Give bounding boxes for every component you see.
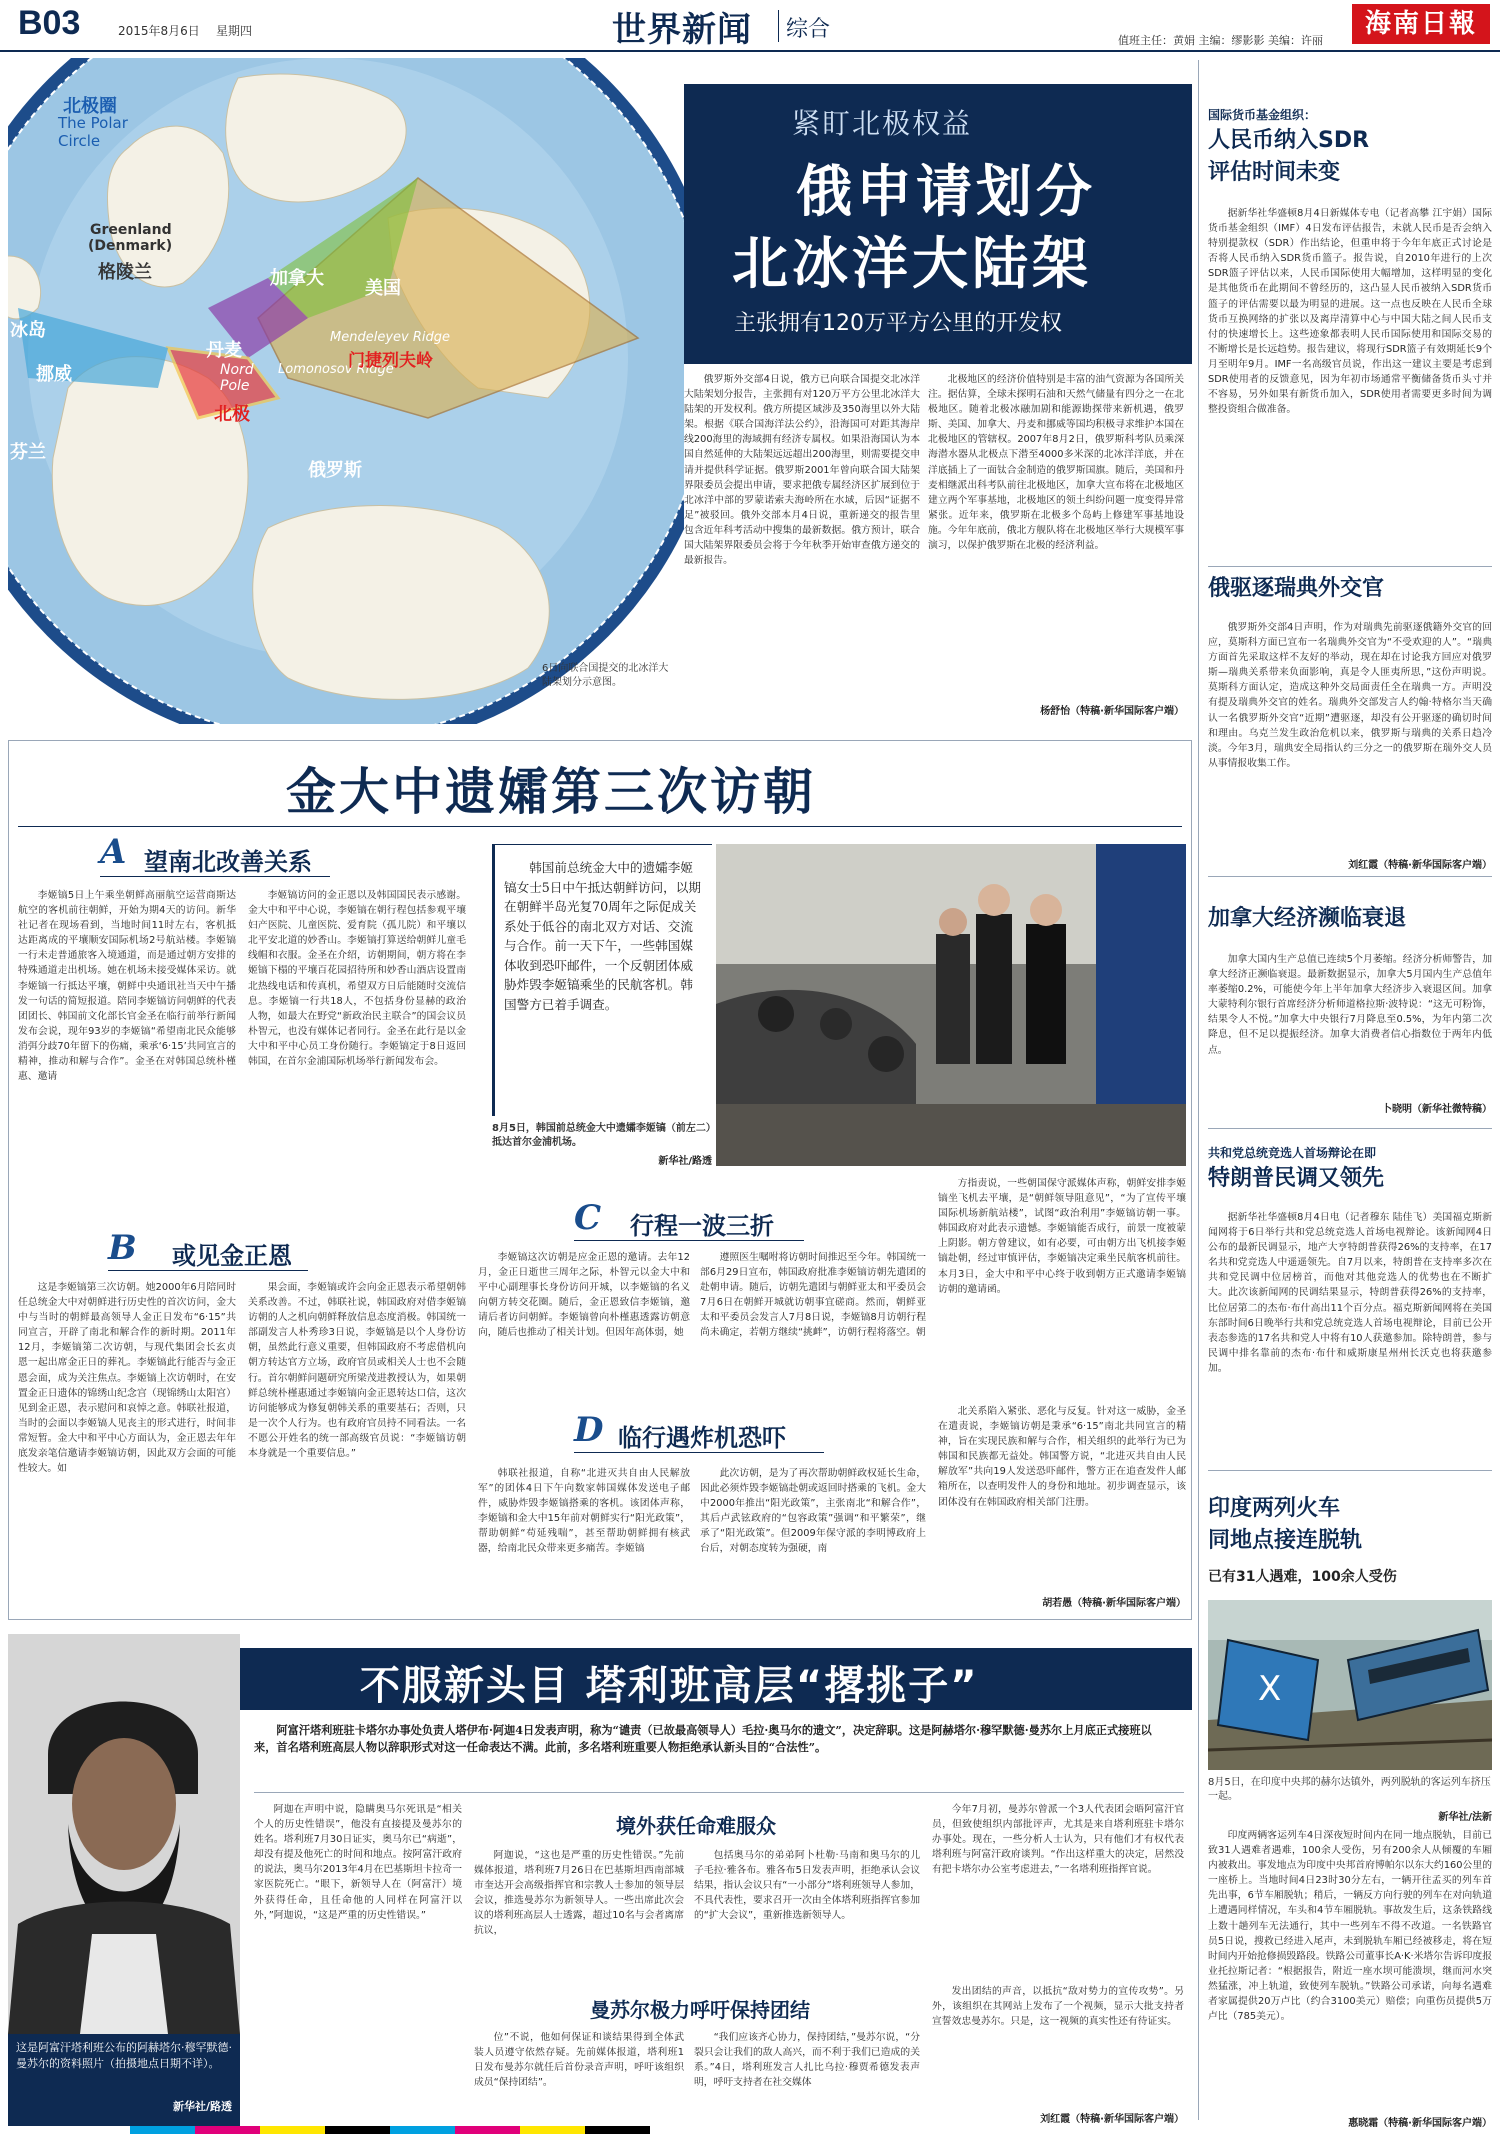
can-byline: 卜晓明（新华社微特稿） — [1382, 1104, 1492, 1115]
section-title: 世界新闻 — [612, 10, 752, 50]
taliban-col1: 阿迦在声明中说，隐瞒奥马尔死讯是“相关个人的历史性错误”，他没有直接提及曼苏尔的姓名。塔利班7月30日证实，奥马尔已“病逝”，却没有提及他死亡的时间和地点。按阿富汗政府的说法，奥马尔2013年4月在巴基斯坦卡拉奇一家医院死亡。“眼下，新领导人在（阿富汗）境外获得任命，且任命他的人同样在阿富汗以外，”阿迦说，“这是严重的历史性错误。” — [254, 1804, 462, 1921]
india-rule — [1208, 1470, 1492, 1471]
arctic-title-line2: 北冰洋大陆架 — [732, 232, 1092, 297]
india-photo-caption: 8月5日，在印度中央邦的赫尔达镇外，两列脱轨的客运列车挤压一起。 — [1208, 1777, 1491, 1802]
korea-sec-b-title: 或见金正恩 — [172, 1242, 292, 1270]
korea-sec-b-col1: 这是李姬镐第三次访朝。她2000年6月陪同时任总统金大中对朝鲜进行历史性的首次访问，金大中与当时的朝鲜最高领导人金正日发布“6·15”共同宣言，开辟了南北和解合作的新时期。2011年12月，李姬镐第二次访朝，与现代集团会长玄贞恩一起出席金正日的葬礼。李姬镐此行能否与金正恩会面，成为关注焦点。李姬镐上次访朝时，在安置金正日遗体的锦绣山纪念宫（现锦绣山太阳宫）见到金正恩，表示慰问和哀悼之意。韩联社报道，当时的会面以李姬镐人见丧主的形式进行，时间非常短暂。金大中和平中心方面认为，金正恩去年年底发亲笔信邀请李姬镐访朝，因此双方会面的可能性较大。如 — [18, 1282, 236, 1475]
imf-body: 据新华社华盛顿8月4日新媒体专电（记者高攀 江宇娟）国际货币基金组织（IMF）4日发布评估报告，未就人民币是否会纳入特别提款权（SDR）作出结论，但重申将于今年年底正式讨论是否将人民币纳入SDR货币篮子。报告说，自2010年进行的上次SDR篮子评估以来，人民币国际使用大幅增加，这样明显的变化是其他货币在此期间不曾经历的，这凸显人民币被纳入SDR货币篮子的评估需要以最为明显的进展。这一点也反映在人民币全球货币互换网络的扩张以及离岸清算中心与中国大陆之间人民币支付的快速增长上。这些迹象都表明人民币国际使用和国际交易的不断增长是长远趋势。报告建议，将现行SDR篮子有效期延长9个月至明年9月。IMF一名高级官员说，作出这一建议主要是考虑到SDR使用者的反馈意见，因为年初市场通常平衡储备货币头寸并不容易，另外如果有新货币加入，SDR使用者需要更多时间为调整投资组合做准备。 — [1208, 208, 1492, 416]
trump-tag: 共和党总统竞选人首场辩论在即 — [1208, 1146, 1377, 1160]
taliban-col2a: 阿迦说，“这也是严重的历史性错误。”先前媒体报道，塔利班7月26日在巴基斯坦西南部城市奎达开会高级指挥官和宗教人士参加的领导层会议，推选曼苏尔为新领导人。一些出席此次会议的塔利班高层人士透露，超过10名与会者离席抗议， — [474, 1850, 684, 1937]
arctic-title-line1: 俄申请划分 — [796, 160, 1096, 225]
map-label-mendeleyev: Mendeleyev Ridge — [330, 330, 450, 345]
korea-photo-caption: 8月5日，韩国前总统金大中遗孀李姬镐（前左二）抵达首尔金浦机场。 — [492, 1123, 711, 1148]
arctic-byline: 杨舒怡（特稿·新华国际客户端） — [1040, 706, 1184, 717]
swe-title: 俄驱逐瑞典外交官 — [1208, 576, 1385, 601]
svg-text:X: X — [1258, 1669, 1282, 1709]
editors-line: 值班主任：黄娟 主编：缪影影 美编：许丽 — [1118, 34, 1323, 47]
imf-tag: 国际货币基金组织： — [1208, 108, 1317, 122]
map-label-denmark: 丹麦 — [206, 340, 242, 361]
korea-title-rule — [18, 826, 1182, 827]
map-label-usa: 美国 — [365, 278, 401, 299]
arctic-col1: 俄罗斯外交部4日说，俄方已向联合国提交北冰洋大陆架划分报告，主张拥有对120万平方公里北冰洋大陆架的开发权利。俄方所提区域涉及350海里以外大陆架。根据《联合国海洋法公约》，沿海国可对距其海岸线200海里的海域拥有经济专属权。如果沿海国认为本国自然延伸的大陆架远远超出200海里，则需要提交申请并提供科学证据。俄罗斯2001年曾向联合国大陆架界限委员会提出申请，要求把俄专属经济区扩展到位于北冰洋中部的罗蒙诺索夫海岭所在水域，后因“证据不足”被驳回。俄外交部本月4日说，重新递交的报告里包含近年科考活动中搜集的最新数据。俄方预计，联合国大陆架界限委员会将于今年秋季开始审查俄方递交的最新报告。 — [684, 374, 920, 567]
map-label-canada: 加拿大 — [270, 268, 324, 289]
map-label-lomonosov: Lomonosov Ridge — [278, 362, 394, 377]
can-body: 加拿大国内生产总值已连续5个月萎缩。经济分析师警告，加拿大经济正濒临衰退。最新数据显示，加拿大5月国内生产总值年率萎缩0.2%，可能使今年上半年加拿大经济步入衰退区间。加拿大蒙特利尔银行首席经济分析师道格拉斯·波特说：“这无可粉饰，结果令人不悦。”加拿大中央银行7月降息至0.5%，为年内第二次降息，但不足以提振经济。加拿大消费者信心指数位于两年内低点。 — [1208, 954, 1492, 1056]
korea-sec-b-rule — [108, 1270, 308, 1271]
map-label-polar-en1: The Polar — [58, 114, 128, 132]
arctic-map — [8, 58, 684, 724]
taliban-photo — [8, 1634, 240, 2126]
map-label-north-pole-en1: Nord — [220, 362, 254, 378]
map-label-russia: 俄罗斯 — [308, 460, 362, 481]
india-byline: 惠晓霜（特稿·新华国际客户端） — [1348, 2118, 1492, 2129]
section-sub: 综合 — [786, 17, 831, 42]
map-label-gakkel: 门捷列夫岭 — [348, 351, 433, 371]
arctic-col2: 北极地区的经济价值特别是丰富的油气资源为各国所关注。据估算，全球未探明石油和天然气储量有四分之一在北极地区。随着北极冰融加剧和能源勘探带来新机遇，俄罗斯、美国、加拿大、丹麦和挪威等国均积极寻求维护本国在北极地区的管辖权。2007年8月2日，俄罗斯科考队员乘深海潜水器从北极点下潜至4000多米深的北冰洋洋底，并在洋底插上了一面钛合金制造的俄罗斯国旗。随后，美国和丹麦相继派出科考队前往北极地区，加拿大宣布将在北极地区建立两个军事基地，北极地区的领土纠纷问题一度变得异常紧张。近年来，俄罗斯在北极多个岛屿上修建军事基地设施。今年年底前，俄北方舰队将在北极地区举行大规模军事演习，以保护俄罗斯在北极的经济利益。 — [928, 374, 1184, 552]
map-label-greenland-cn: 格陵兰 — [98, 262, 152, 283]
korea-sec-b-col2: 果会面，李姬镐或许会向金正恩表示希望朝韩关系改善。不过，韩联社说，韩国政府对借李姬镐访朝的人之机向朝鲜释放信息态度消极。韩国统一部副发言人朴秀珍3日说，李姬镐是以个人身份访朝，虽然此行意义重要，但韩国政府不考虑借机向朝方转达官方立场，政府官员或相关人士也不会随行。首尔朝鲜问题研究所梁茂进教授认为，如果朝鲜总统朴槿惠通过李姬镐向金正恩转达口信，这次访问能够成为修复朝韩关系的重要基石；否则，只是一次个人行为。也有政府官员持不同看法。一名不愿公开姓名的统一部高级官员说：“李姬镐访朝本身就是一个重要信息。” — [248, 1282, 466, 1460]
india-subtitle: 已有31人遇难，100余人受伤 — [1208, 1569, 1397, 1585]
taliban-sub1: 境外获任命难服众 — [616, 1814, 776, 1838]
korea-byline: 胡若愚（特稿·新华国际客户端） — [1042, 1598, 1186, 1609]
korea-sec-c-col3: 方指责说，一些朝国保守派媒体声称，朝鲜安排李姬镐坐飞机去平壤，是“朝鲜领导阻意见”，“为了宣传平壤国际机场新航站楼”，试图“政治利用”李姬镐访朝一事。韩国政府对此表示遗憾。李姬镐能否成行，前景一度被蒙上阴影。朝方曾建议，如有必要，可由朝方出飞机接李姬镐赴朝，经过审慎评估，李姬镐决定乘坐民航客机前往。本月3日，金大中和平中心终于收到朝方正式邀请李姬镐访朝的邀请函。 — [938, 1178, 1186, 1295]
map-label-greenland-en1: Greenland — [90, 222, 172, 238]
india-photo-credit: 新华社/法新 — [1438, 1812, 1492, 1823]
india-title-1: 印度两列火车 — [1208, 1496, 1341, 1521]
can-rule — [1208, 876, 1492, 877]
map-label-north-pole-cn: 北极 — [214, 404, 250, 425]
korea-sec-d-col2: 此次访朝，是为了再次帮助朝鲜政权延长生命，因此必须炸毁李姬镐赴朝或返回时搭乘的飞机。金大中2000年推出“阳光政策”，主张南北“和解合作”，其后卢武铉政府的“包容政策”强调“和平繁荣”，继承了“阳光政策”。但2009年保守派的李明博政府上台后，对朝态度转为强硬，南 — [700, 1468, 926, 1555]
korea-sec-a-col2: 李姬镐访问的金正恩以及韩国国民表示感谢。金大中和平中心说，李姬镐在朝行程包括参观平壤妇产医院、儿童医院、爱育院（孤儿院）和平壤以北平安北道的妙香山。李姬镐打算送给朝鲜儿童毛线帽和衣服。金圣在介绍，访朝期间，朝方将在李姬镐下榻的平壤百花园招待所和妙香山酒店设置南北热线电话和传真机，希望双方日后能随时交流信息。李姬镐一行共18人，不包括身份显赫的政治人物，如最大在野党“新政治民主联合”的国会议员朴智元，也没有媒体记者同行。金圣在此行是以金大中和平中心员工身份随行。李姬镐定于8日返回韩国，在首尔金浦国际机场举行新闻发布会。 — [248, 890, 466, 1068]
page-weekday: 星期四 — [216, 24, 253, 38]
sidebar-divider — [1198, 60, 1199, 2120]
color-strip — [130, 2126, 650, 2134]
taliban-byline: 刘红霞（特稿·新华国际客户端） — [1040, 2114, 1184, 2125]
korea-sec-c-letter: C — [574, 1198, 602, 1238]
india-photo — [1208, 1600, 1492, 1770]
imf-title-2: 评估时间未变 — [1208, 160, 1341, 185]
taliban-col2b: 包括奥马尔的弟弟阿卜杜勒·马南和奥马尔的儿子毛拉·雅各布。雅各布5日发表声明，拒绝承认会议结果，指认会议只有“一小部分”塔利班领导人参加，不具代表性，要求召开一次由全体塔利班指挥官参加的“扩大会议”，重新推选新领导人。 — [694, 1850, 920, 1922]
korea-sec-a-rule — [100, 876, 330, 877]
taliban-photo-credit: 新华社/路透 — [172, 2100, 232, 2113]
taliban-sub2: 曼苏尔极力呼吁保持团结 — [590, 1998, 810, 2022]
korea-sec-b-letter: B — [108, 1228, 137, 1268]
korea-photo — [716, 844, 1186, 1166]
india-body: 印度两辆客运列车4日深夜短时间内在同一地点脱轨，目前已致31人遇难者遇难，100余人受伤，另有200余人从倾覆的车厢内被救出。事发地点为印度中央邦首府博帕尔以东大约160公里的一座桥上。当地时间4日23时30分左右，一辆开往孟买的列车首先出事，6节车厢脱轨；稍后，一辆反方向行驶的列车在对向轨道上遭遇同样情况，车头和4节车厢脱轨。事故发生后，这条铁路线上数十趟列车无法通行，其中一些列车不得不改道。一名铁路官员5日说，搜救已经进入尾声，未到脱轨车厢已经被移走，将在短时间内开始抢修损毁路段。铁路公司董事长A·K·米塔尔告诉印度报业托拉斯记者：“根据报告，附近一座水坝可能溃坝，继而河水突然猛涨，冲上轨道，致使列车脱轨。”铁路公司承诺，向每名遇难者家属提供20万卢比（约合3100美元）赔偿；向重伤员提供5万卢比（785美元）。 — [1208, 1830, 1492, 2023]
swe-body: 俄罗斯外交部4日声明，作为对瑞典先前驱逐俄籍外交官的回应，莫斯科方面已宣布一名瑞典外交官为“不受欢迎的人”。“瑞典方面首先采取这样不友好的举动，现在却在讨论我方回应对俄罗斯—瑞典关系带来负面影响，真是令人匪夷所思，”这份声明说。莫斯科方面认定，造成这种外交局面责任全在瑞典一方。声明没有提及瑞典外交官的姓名。瑞典外交部发言人约翰·特格尔当天确认一名俄罗斯外交官“近期”遭驱逐，却没有公开驱逐的确切时间和理由。乌克兰发生政治危机以来，俄罗斯与瑞典的关系日趋冷淡。今年3月，瑞典安全局指认约三分之一的俄罗斯在瑞外交人员从事情报收集工作。 — [1208, 622, 1492, 769]
korea-quote: 韩国前总统金大中的遗孀李姬镐女士5日中午抵达朝鲜访问，以期在朝鲜半岛光复70周年之际促成关系处于低谷的南北双方对话、交流与合作。前一天下午，一些韩国媒体收到恐吓邮件，一个反朝团体威胁炸毁李姬镐乘坐的民航客机。韩国警方已着手调查。 — [504, 860, 701, 1012]
korea-sec-d-letter: D — [574, 1410, 604, 1450]
taliban-col4b: 位”不说，他如何保证和谈结果得到全体武装人员遵守依然存疑。先前媒体报道，塔利班1日发布曼苏尔就任后首份录音声明，呼吁该组织成员“保持团结”。 — [474, 2032, 684, 2089]
can-title: 加拿大经济濒临衰退 — [1208, 906, 1407, 931]
taliban-title: 不服新头目 塔利班高层“撂挑子” — [360, 1663, 979, 1709]
trump-body: 据新华社华盛顿8月4日电（记者穆东 陆佳飞）美国福克斯新闻网将于6日举行共和党总统竞选人首场电视辩论。该新闻网4日公布的最新民调显示，地产大亨特朗普获得26%的支持率，在17名共和党竞选人中遥遥领先。自7月以来，特朗普在支持率多次在共和党民调中位居榜首，而他对其他竞选人的优势也在不断扩大。此次该新闻网的民调结果显示，特朗普获得26%的支持率，比位居第二的杰布·布什高出11个百分点。福克斯新闻网将在美国东部时间6日晚举行共和党总统竞选人首场电视辩论，目前已公开表态参选的17名共和党人中将有10人获邀参加。除特朗普，参与民调中排名靠前的杰布·布什和威斯康星州州长沃克也将获邀参加。 — [1208, 1212, 1492, 1374]
taliban-lead: 阿富汗塔利班驻卡塔尔办事处负责人塔伊布·阿迦4日发表声明，称为“谴责（已故最高领导人）毛拉·奥马尔的遗文”，决定辞职。这是阿赫塔尔·穆罕默德·曼苏尔上月底正式接班以来，首名塔利班高层人物以辞职形式对这一任命表达不满。此前，多名塔利班重要人物拒绝承认新头目的“合法性”。 — [254, 1723, 1152, 1754]
swe-byline: 刘红霞（特稿·新华国际客户端） — [1348, 860, 1492, 871]
swe-rule — [1208, 566, 1492, 567]
korea-photo-credit: 新华社/路透 — [658, 1156, 712, 1167]
taliban-photo-caption: 这是阿富汗塔利班公布的阿赫塔尔·穆罕默德·曼苏尔的资料照片（拍摄地点日期不详）。 — [16, 2041, 232, 2070]
map-label-greenland-en2: (Denmark) — [88, 238, 173, 254]
korea-sec-d-title: 临行遇炸机恐吓 — [618, 1424, 786, 1452]
page-date: 2015年8月6日 — [118, 24, 200, 38]
taliban-col4c: “我们应该齐心协力，保持团结，”曼苏尔说，“分裂只会让我们的敌人高兴，而不利于我们已造成的关系。”4日，塔利班发言人扎比乌拉·穆贾希德发表声明，呼吁支持者在社交媒体 — [694, 2032, 920, 2089]
page-header — [0, 0, 1500, 52]
map-label-north-pole-en2: Pole — [220, 378, 250, 394]
korea-sec-c-rule — [574, 1240, 804, 1241]
taliban-lead-rule — [254, 1792, 1184, 1793]
korea-sec-a-title: 望南北改善关系 — [144, 848, 312, 876]
map-label-polar-cn: 北极圈 — [63, 96, 117, 117]
taliban-col4d: 发出团结的声音，以抵抗“敌对势力的宣传攻势”。另外，该组织在其网站上发布了一个视频，显示大批支持者宣誓效忠曼苏尔。只是，这一视频的真实性还有待证实。 — [932, 1986, 1184, 2028]
arctic-title-box — [684, 84, 1192, 364]
korea-sec-a-letter: A — [100, 832, 127, 872]
arctic-subtitle: 主张拥有120万平方公里的开发权 — [734, 311, 1062, 336]
korea-sec-c-col2: 遵照医生嘱咐将访朝时间推迟至今年。韩国统一部6月29日宣布，韩国政府批准李姬镐访朝先遣团的赴朝申请。随后，访朝先遣团与朝鲜亚太和平委员会7月6日在朝鲜开城就访朝事宜磋商。然而，朝鲜亚太和平委员会发言人7月8日说，李姬镐8月访朝行程尚未确定，若朝方继续“挑衅”，访朝行程将落空。朝 — [700, 1252, 926, 1339]
korea-sec-d-col3: 北关系陷入紧张、恶化与反复。针对这一威胁，金圣在遣责说，李姬镐访朝是秉承“6·15”南北共同宣言的精神，旨在实现民族和解与合作，相关组织的此举行为已为韩国和民族都无益处。韩国警方说，“北进灭共自由人民解放军”共向19人发送恐吓邮件，警方正在追查发件人邮箱所在，以查明发件人的身份和地址。初步调查显示，该团体没有在韩国政府相关部门注册。 — [938, 1406, 1186, 1508]
map-label-polar-en2: Circle — [58, 132, 101, 150]
section-divider — [778, 10, 779, 42]
trump-title: 特朗普民调又领先 — [1208, 1166, 1385, 1191]
map-label-norway: 挪威 — [36, 364, 72, 385]
korea-sec-c-col1: 李姬镐这次访朝是应金正恩的邀请。去年12月，金正日逝世三周年之际，朴智元以金大中和平中心副理事长身份访问开城，以李姬镐的名义向朝方转交花圈。随后，金正恩致信李姬镐，邀请后者访问朝鲜。李姬镐曾向朴槿惠透露访朝意向，随后也推动了相关计划。但因年高体弱，她 — [478, 1252, 690, 1339]
page-number: B03 — [18, 4, 81, 42]
korea-title: 金大中遗孀第三次访朝 — [286, 763, 816, 821]
map-label-finland: 芬兰 — [10, 442, 46, 463]
korea-sec-d-col1: 韩联社报道，自称“北进灭共自由人民解放军”的团体4日下午向数家韩国媒体发送电子邮件，威胁炸毁李姬镐搭乘的客机。该团体声称，李姬镐和金大中15年前对朝鲜实行“阳光政策”，帮助朝鲜“苟延残喘”，甚至帮助朝鲜拥有核武器，给南北民众带来更多痛苦。李姬镐 — [478, 1468, 690, 1555]
korea-sec-a-col1: 李姬镐5日上午乘坐朝鲜高丽航空运营商斯达航空的客机前往朝鲜，开始为期4天的访问。新华社记者在现场看到，当地时间11时左右，客机抵达距离成的平壤顺安国际机场2号航站楼。李姬镐一行未走普通旅客入境通道，而是通过朝方安排的特殊通道走出机场。她在机场未接受媒体采访。就李姬镐一行抵达平壤，朝鲜中央通讯社当天中午播发一句话的简短报道。陪同李姬镐访问朝鲜的代表团团长、韩国前文化部长官金圣在临行前举行新闻发布会说，现年93岁的李姬镐“希望南北民众能够消弭分歧70年留下的伤痛，乘承‘6·15’共同宣言的精神，推动和解与合作”。金圣在对韩国总统朴槿惠、邀请 — [18, 890, 236, 1083]
korea-sec-d-rule — [574, 1452, 824, 1453]
korea-sec-c-title: 行程一波三折 — [630, 1212, 774, 1240]
taliban-col3: 今年7月初，曼苏尔曾派一个3人代表团会晤阿富汗官员，但致使组织内部批评声，尤其是来自塔利班驻卡塔尔办事处。现在，一些分析人士认为，只有他们才有权代表塔利班与阿富汗政府谈判。“作出这样重大的决定，居然没有把卡塔尔办公室考虑进去，”一名塔利班指挥官说。 — [932, 1804, 1184, 1876]
newspaper-logo: 海南日報 — [1352, 4, 1490, 44]
india-title-2: 同地点接连脱轨 — [1208, 1528, 1363, 1553]
arctic-kicker: 紧盯北极权益 — [792, 107, 973, 140]
trump-rule — [1208, 1128, 1492, 1129]
map-label-iceland: 冰岛 — [10, 320, 46, 341]
map-caption: 6日向联合国提交的北冰洋大陆架划分示意图。 — [542, 663, 669, 688]
imf-title-1: 人民币纳入SDR — [1208, 128, 1370, 153]
